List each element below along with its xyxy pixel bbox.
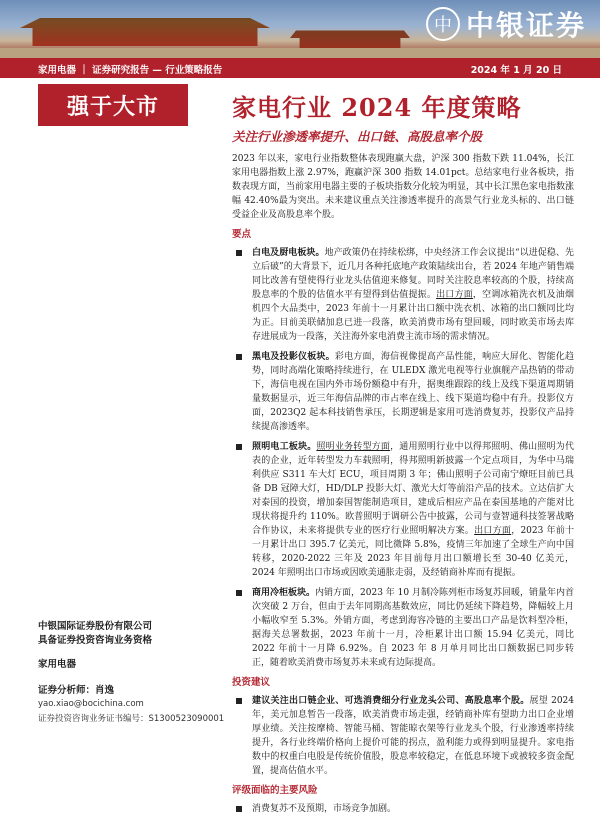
risk-item — [232, 802, 574, 816]
header-banner-photo — [0, 0, 600, 58]
palace-roof-image — [20, 6, 270, 46]
main-content — [232, 152, 574, 822]
industry-label: 家用电器 — [38, 659, 77, 670]
key-point-item — [232, 246, 574, 344]
palace-roof-image — [290, 20, 410, 50]
analyst-email[interactable]: yao.xiao@bocichina.com — [38, 699, 144, 709]
brand-logo-text: 中银证券 — [465, 9, 586, 42]
key-points-heading: 要点 — [232, 229, 252, 240]
key-point-link[interactable]: 出口方面 — [474, 526, 512, 536]
investment-lead: 建议关注出口链企业、可选消费细分行业龙头公司、高股息率个股。 — [252, 696, 530, 706]
key-point-text: 内销方面，2023 年 10 月制冷陈列柜市场复苏回暖，销量年内首次突破 2 万台，但由于去年同期高基数效应，同比仍延续下降趋势，降幅较上月小幅收窄至 5.3%。外销方面，考虑到海容冷链的主要出口产品是饮料型冷柜，据海关总署数据，2023 年前十一月，冷柜累计出口额 15.94 亿美元，同比 2022 年前十一月降 6.92%。自 2023 年 8 月单月同比出口额数据已同步转正，随着欧美消费市场复苏未来或有边际提高。 — [252, 588, 574, 668]
investment-text: 展望 2024 年，美元加息暂告一段落，欧美消费市场走强，经销商补库有望助力出口企业增厚业绩。关注按摩椅、智能马桶、智能晾衣架等行业龙头个股，行业渗透率持续提升，各行业终端价格向上提价可能的拐点，盈利能力或得到明显提升。家电指数中的权重白电股是传统价值股，股息率较稳定，在低息环境下或被较多资金配置，提高估值水平。 — [252, 696, 574, 776]
risks-heading: 评级面临的主要风险 — [232, 785, 318, 796]
report-title: 家电行业 2024 年度策略 — [232, 93, 522, 122]
risk-text: 消费复苏不及预期，市场竞争加剧。 — [252, 804, 397, 814]
breadcrumb: 家用电器 ｜ 证券研究报告 — 行业策略报告 — [38, 65, 223, 76]
bullet-square-icon — [236, 444, 242, 450]
key-point-lead: 商用冷柜板块。 — [252, 588, 316, 598]
key-point-link[interactable]: 照明业务转型方面 — [316, 442, 391, 452]
analyst-name: 证券分析师：肖逸 — [38, 685, 115, 696]
key-point-lead: 黑电及投影仪板块。 — [252, 352, 335, 362]
key-point-lead: 白电及厨电板块。 — [252, 248, 325, 258]
investment-item — [232, 694, 574, 778]
report-date: 2024 年 1 月 20 日 — [470, 65, 562, 76]
courtyard-ground — [0, 48, 600, 58]
bullet-square-icon — [236, 590, 242, 596]
bullet-square-icon — [236, 250, 242, 256]
bullet-square-icon — [236, 354, 242, 360]
summary-paragraph: 2023 年以来，家电行业指数整体表现跑赢大盘，沪深 300 指数下跌 11.04%，长江家用电器指数上涨 2.97%，跑赢沪深 300 指数 14.01pct。总结家电行业各板块，指数表现方面，当前家用电器主要的子板块指数分化较为明显，其中长江黑色家电指数涨幅 42.40%最为突出。未来建议重点关注渗透率提升的高景气行业龙头标的、出口链受益企业及高股息率个股。 — [232, 154, 575, 220]
key-point-text: ，通用照明行业中以得邦照明、佛山照明为代表的企业，近年转型发力车载照明，得邦照明新披露一个定点项目，为华中马瑞利供应 S311 车大灯 ECU，项目周期 3 年；佛山照明子公司南宁燎旺目前已具备 DB 冠障大灯，HD/DLP 投影大灯、激光大灯等前沿产品的技术。立达信扩大对泰国的投资，增加泰国智能制造项目，建成后相应产品在泰国基地的产能对比现状将提升约 110%。欧普照明于调研公告中披露，公司与壹智通科技签署战略合作协议，未来将提供专业的医疗行业照明解决方案。 — [252, 442, 574, 536]
key-point-text: 彩电方面，海信视像提高产品性能，响应大屏化、智能化趋势，同时高端化策略持续进行，在 ULEDX 激光电视等行业旗舰产品热销的带动下，海信电视在国内外市场份额稳中有升，据奥维跟踪的线上及线下渠道周期销量数据显示，近三年海信品牌的市占率在线上、线下渠道均稳中有升。投影仪方面，2023Q2 起本科技销售承压，长期逻辑是家用可选消费复苏，投影仪产品持续提高渗透率。 — [252, 352, 574, 432]
key-point-text: ，2023 年前十一月累计出口 395.7 亿美元，同比微降 5.8%，疫情三年加速了全球生产向中国转移，2020-2022 三年及 2023 年目前每月出口额增长至 30-40 亿美元，2024 年照明出口市场或因欧美通胀走弱，及经销商补库而有提振。 — [252, 526, 574, 578]
key-point-item — [232, 440, 574, 580]
rating-badge: 强于大市 — [38, 84, 188, 126]
key-point-text: ，空调冰箱洗衣机及油烟机四个大品类中，2023 年前十一月累计出口额中洗衣机、冰箱的出口额同比均为正。目前美联储加息已进一段落，欧美消费市场有望回暖，同时欧美市场去库存进展成为一段落，关注海外家电消费主流市场的需求情况。 — [252, 290, 574, 342]
key-point-lead: 照明电工板块。 — [252, 442, 317, 452]
key-point-item — [232, 586, 574, 670]
left-sidebar — [38, 620, 225, 724]
firm-name: 中银国际证券股份有限公司 具备证券投资咨询业务资格 — [38, 621, 153, 646]
key-point-text: 地产政策仍在持续松绑，中央经济工作会议提出“以进促稳、先立后破”的大背景下，近几月各种托底地产政策陆续出台，若 2024 年地产销售端同比改善有望使得行业龙头估值迎来修复。同时关注胶息率较高的个股，持续高股息率的个股的估值水平有望得到估值提振。 — [252, 248, 574, 300]
certificate-number: 证券投资咨询业务证书编号：S1300523090001 — [38, 714, 225, 724]
brand-logo — [426, 4, 586, 44]
bank-of-china-icon: 中 — [426, 7, 460, 41]
bullet-square-icon — [236, 806, 242, 812]
key-point-item — [232, 350, 574, 434]
report-subtitle: 关注行业渗透率提升、出口链、高股息率个股 — [232, 129, 483, 144]
investment-heading: 投资建议 — [232, 677, 271, 688]
key-point-link[interactable]: 出口方面 — [436, 290, 473, 300]
bullet-square-icon — [236, 698, 242, 704]
